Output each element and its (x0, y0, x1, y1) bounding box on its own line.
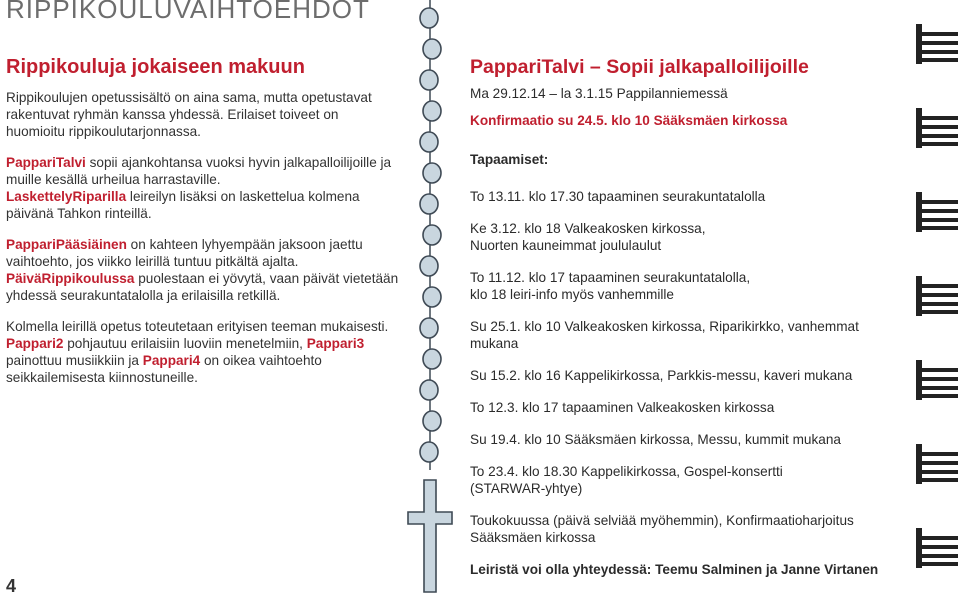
rosary-bead (423, 101, 441, 121)
meeting-1: To 13.11. klo 17.30 tapaaminen seurakuntatalolla (470, 189, 766, 204)
text-laskettelu: leireilyn lisäksi on laskettelua kolmena päivänä Tahkon rinteillä. (6, 189, 360, 221)
meeting-2-line2: Nuorten kauneimmat joululaulut (470, 238, 662, 253)
text-themes-1: Kolmella leirillä opetus toteutetaan erityisen teeman mukaisesti. (6, 319, 389, 334)
meeting-9: Toukokuussa (päivä selviää myöhemmin), Konfirmaatioharjoitus Sääksmäen kirkossa (470, 513, 854, 545)
paragraph-themes (6, 318, 401, 386)
rosary-bead (420, 256, 438, 276)
meeting-8-line1: To 23.4. klo 18.30 Kappelikirkossa, Gospel-konsertti (470, 464, 783, 479)
text-themes-3: painottuu musiikkiin ja (6, 353, 143, 368)
camp-dates: Ma 29.12.14 – la 3.1.15 Pappilanniemessä (470, 86, 728, 101)
meeting-8-line2: (STARWAR-yhtye) (470, 481, 583, 496)
meeting-8 (470, 463, 900, 497)
text-paasiainen: on kahteen lyhyempään jaksoon jaettu vaihtoehto, jos viikko leirillä tuntuu pitkältä ajalta. (6, 237, 363, 269)
rosary-bead (423, 287, 441, 307)
page-header-title: RIPPIKOULUVAIHTOEHDOT (6, 0, 370, 24)
right-column (470, 56, 900, 593)
paragraph-pappari-talvi (6, 154, 401, 222)
staple-icons (916, 24, 958, 568)
rosary-illustration (400, 0, 464, 601)
rosary-bead (423, 349, 441, 369)
leaders-contact: Leiristä voi olla yhteydessä: Teemu Salminen ja Janne Virtanen (470, 562, 879, 577)
text-themes-4: on oikea vaihtoehto seikkailemisesta kiinnostuneille. (6, 353, 322, 385)
rosary-beads (420, 8, 441, 462)
left-heading: Rippikouluja jokaiseen makuun (6, 56, 305, 78)
meeting-7: Su 19.4. klo 10 Sääksmäen kirkossa, Messu, kummit mukana (470, 432, 841, 447)
staple-icon (916, 108, 958, 148)
staple-icon (916, 444, 958, 484)
right-heading: PappariTalvi – Sopii jalkapalloilijoille (470, 56, 809, 78)
intro-paragraph: Rippikoulujen opetussisältö on aina sama, mutta opetustavat rakentuvat ryhmän kanssa yhdessä. Erilaiset toiveet on huomioitu rippikoulutarjonnassa. (6, 90, 372, 139)
rosary-bead (420, 8, 438, 28)
rosary-bead (420, 380, 438, 400)
staple-icon (916, 24, 958, 64)
left-column (6, 56, 401, 400)
highlight-pappari2: Pappari2 (6, 336, 64, 351)
meeting-6: To 12.3. klo 17 tapaaminen Valkeakosken kirkossa (470, 400, 775, 415)
rosary-bead (420, 194, 438, 214)
meeting-5: Su 15.2. klo 16 Kappelikirkossa, Parkkis-messu, kaveri mukana (470, 368, 853, 383)
meeting-4: Su 25.1. klo 10 Valkeakosken kirkossa, Riparikirkko, vanhemmat mukana (470, 319, 859, 351)
staple-icon (916, 276, 958, 316)
binding-staples (910, 0, 960, 601)
rosary-bead (423, 163, 441, 183)
text-themes-2: pohjautuu erilaisiin luoviin menetelmiin, (63, 336, 307, 351)
text-paivarippikoulu: puolestaan ei yövytä, vaan päivät vietetään yhdessä seurakuntatalolla ja erilaisilla retkillä. (6, 271, 399, 303)
highlight-pappari-talvi: PappariTalvi (6, 155, 86, 170)
highlight-pappari3: Pappari3 (306, 336, 365, 351)
meeting-2-line1: Ke 3.12. klo 18 Valkeakosken kirkossa, (470, 221, 706, 236)
rosary-bead (420, 318, 438, 338)
staple-icon (916, 528, 958, 568)
cross-icon (408, 480, 452, 592)
confirmation-info: Konfirmaatio su 24.5. klo 10 Sääksmäen kirkossa (470, 113, 788, 128)
staple-icon (916, 192, 958, 232)
meeting-3-line1: To 11.12. klo 17 tapaaminen seurakuntatalolla, (470, 270, 751, 285)
meeting-3 (470, 269, 900, 303)
highlight-pappari4: Pappari4 (142, 353, 201, 368)
rosary-bead (420, 70, 438, 90)
meetings-label: Tapaamiset: (470, 152, 549, 167)
highlight-paivarippikoulu: PäiväRippikoulussa (6, 271, 135, 286)
highlight-paasiainen: PappariPääsiäinen (6, 237, 127, 252)
highlight-laskettelu: LaskettelуRiparilla (6, 189, 127, 204)
rosary-bead (423, 225, 441, 245)
rosary-bead (420, 132, 438, 152)
page-number: 4 (6, 576, 17, 596)
paragraph-paasiainen (6, 236, 401, 304)
staple-icon (916, 360, 958, 400)
rosary-bead (423, 39, 441, 59)
meeting-2 (470, 220, 900, 254)
text-pappari-talvi: sopii ajankohtansa vuoksi hyvin jalkapalloilijoille ja muille kesällä urheilua harrastaville. (6, 155, 392, 187)
meeting-3-line2: klo 18 leiri-info myös vanhemmille (470, 287, 674, 302)
rosary-bead (423, 411, 441, 431)
rosary-bead (420, 442, 438, 462)
